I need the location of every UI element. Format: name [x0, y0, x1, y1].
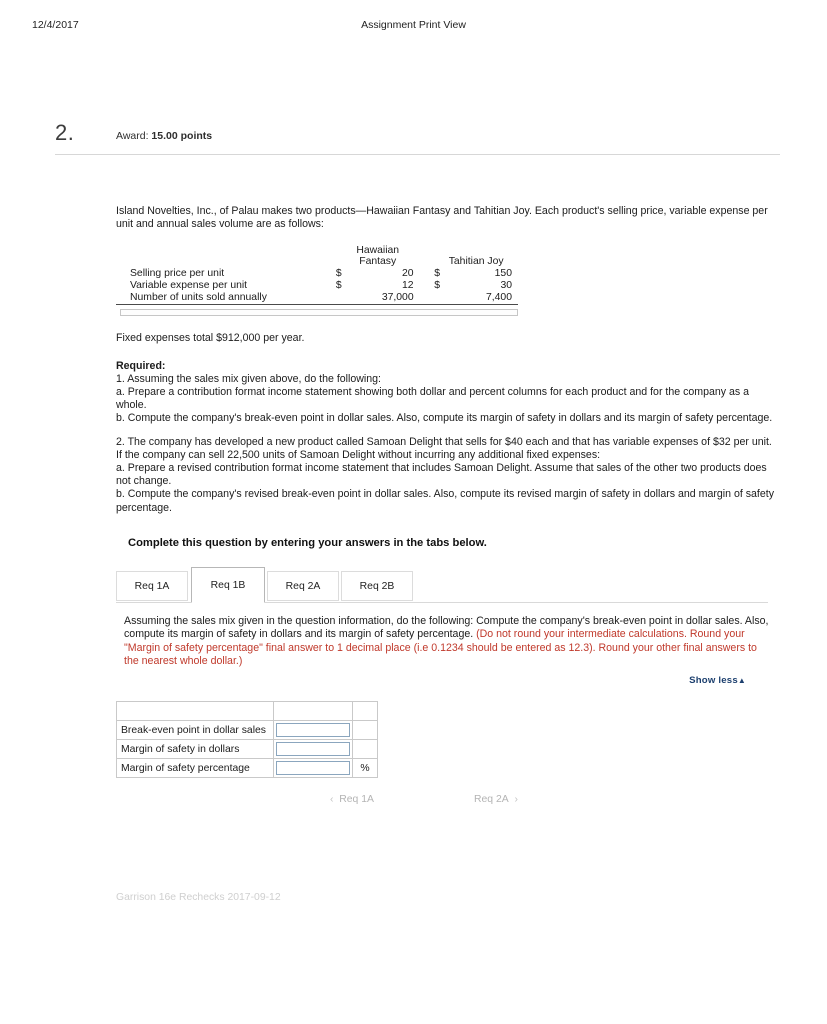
answer-input-cell[interactable]: [274, 759, 353, 778]
answer-header-suffix: [353, 702, 378, 721]
question-number: 2.: [55, 120, 75, 145]
show-less-label: Show less: [689, 675, 738, 687]
show-less-row: [116, 675, 768, 691]
break-even-dollar-sales-input[interactable]: [276, 723, 350, 737]
row-hf-value: 12: [402, 280, 414, 292]
row-hf-currency: $: [335, 268, 342, 280]
answer-row-label: Margin of safety percentage: [117, 759, 274, 778]
header-hawaiian-fantasy: [336, 245, 420, 267]
row-tj-value: 7,400: [453, 291, 518, 305]
answer-header-row: [117, 702, 378, 721]
answer-input-cell[interactable]: [274, 721, 353, 740]
answer-header-label: [117, 702, 274, 721]
answer-header-value: [274, 702, 353, 721]
margin-of-safety-dollars-input[interactable]: [276, 742, 350, 756]
row-hf-currency: [336, 291, 355, 305]
complete-question-heading: Complete this question by entering your answers in the tabs below.: [128, 536, 487, 549]
header-tahitian-joy: Tahitian Joy: [448, 256, 504, 268]
pager-prev-label: Req 1A: [339, 794, 374, 806]
question-header: [0, 122, 827, 156]
award-points: [116, 130, 212, 142]
row-label: Number of units sold annually: [116, 291, 336, 305]
print-date: 12/4/2017: [32, 19, 79, 31]
fixed-expenses-text: Fixed expenses total $912,000 per year.: [116, 332, 305, 345]
tab-req-2b[interactable]: Req 2B: [341, 571, 413, 601]
table-row: [116, 267, 518, 279]
pager-next-label: Req 2A: [474, 794, 509, 806]
header-hawaiian-line2: Fantasy: [359, 256, 397, 268]
row-tj-currency: $: [434, 280, 441, 292]
question-content: [116, 205, 776, 810]
pager-next-button[interactable]: [474, 794, 518, 805]
required-item-1a: a. Prepare a contribution format income statement showing both dollar and percent columns for each product and for the company as a whole.: [116, 386, 750, 412]
table-row: [117, 721, 378, 740]
given-data-table: [116, 245, 518, 305]
tab-req-1a[interactable]: Req 1A: [116, 571, 188, 601]
header-blank: [116, 245, 336, 267]
given-data-table-wrapper: [116, 245, 518, 316]
answer-row-suffix: [353, 740, 378, 759]
intro-paragraph: Island Novelties, Inc., of Palau makes two products—Hawaiian Fantasy and Tahitian Joy. Each product's selling price, variable expense per unit and annual sales volume are as follows:: [116, 205, 768, 231]
header-gap: [420, 245, 435, 267]
row-hf-value: 37,000: [355, 291, 420, 305]
table-row: [117, 740, 378, 759]
row-gap: [420, 291, 435, 305]
requirement-tabs: [116, 567, 768, 603]
table-row: [117, 759, 378, 778]
answer-row-suffix: %: [353, 759, 378, 778]
answer-table: [116, 701, 378, 778]
row-tj-currency: [434, 291, 453, 305]
required-title: Required:: [116, 359, 166, 372]
table-header-row: [116, 245, 518, 267]
row-hf-currency: $: [335, 280, 342, 292]
header-hawaiian-line1: Hawaiian: [356, 245, 400, 257]
table-row: [116, 279, 518, 291]
pager-prev-button[interactable]: [330, 794, 374, 805]
print-header: [0, 19, 827, 35]
required-item-2: 2. The company has developed a new product called Samoan Delight that sells for $40 each and that has variable expenses of $32 per unit. If the company can sell 22,500 units of Samoan Delight without incurring any additional fixed expenses:: [116, 435, 772, 461]
margin-of-safety-percentage-input[interactable]: [276, 761, 350, 775]
tab-req-1b[interactable]: Req 1B: [191, 567, 265, 603]
header-divider: [55, 154, 780, 155]
answer-row-suffix: [353, 721, 378, 740]
row-tj-value: 150: [494, 268, 512, 280]
award-value: 15.00 points: [151, 130, 213, 142]
print-view-title: Assignment Print View: [361, 19, 466, 31]
award-label: Award:: [116, 130, 149, 142]
row-label: Variable expense per unit: [130, 280, 248, 292]
caret-up-icon: ▲: [737, 676, 746, 686]
instruction-black-text: Assuming the sales mix given in the question information, do the following: Compute the company's break-even point in dollar sales. Also, compute its margin of safety in dollars and its margin of safety percentage.: [124, 614, 769, 641]
required-item-2b: b. Compute the company's revised break-even point in dollar sales. Also, compute its revised margin of safety in dollars and margin of safety percentage.: [116, 488, 774, 514]
required-item-1: 1. Assuming the sales mix given above, do the following:: [116, 372, 381, 385]
row-hf-value: 20: [402, 268, 414, 280]
requirement-instruction: [124, 615, 769, 669]
required-item-2a: a. Prepare a revised contribution format income statement that includes Samoan Delight. Assume that sales of the other two products does not change.: [116, 462, 767, 488]
row-gap: [420, 267, 435, 279]
show-less-button[interactable]: [689, 675, 746, 686]
row-tj-currency: $: [434, 268, 441, 280]
tab-pager: [116, 794, 768, 810]
page-footer: Garrison 16e Rechecks 2017-09-12: [116, 892, 281, 903]
horizontal-scrollbar[interactable]: [120, 309, 518, 316]
required-item-1b: b. Compute the company's break-even point in dollar sales. Also, compute its margin of safety in dollars and its margin of safety percentage.: [116, 412, 773, 425]
chevron-left-icon: ‹: [330, 794, 334, 806]
answer-row-label: Margin of safety in dollars: [117, 740, 274, 759]
row-label: Selling price per unit: [130, 268, 225, 280]
answer-input-cell[interactable]: [274, 740, 353, 759]
tab-req-2a[interactable]: Req 2A: [267, 571, 339, 601]
row-tj-value: 30: [500, 280, 512, 292]
row-gap: [420, 279, 435, 291]
instruction-red-text: (Do not round your intermediate calculations. Round your "Margin of safety percentage" final answer to 1 decimal place (i.e 0.1234 should be entered as 12.3). Round your other final answers to the nearest whole dollar.): [124, 628, 757, 668]
answer-row-label: Break-even point in dollar sales: [117, 721, 274, 740]
table-row: [116, 291, 518, 305]
chevron-right-icon: ›: [514, 794, 518, 806]
